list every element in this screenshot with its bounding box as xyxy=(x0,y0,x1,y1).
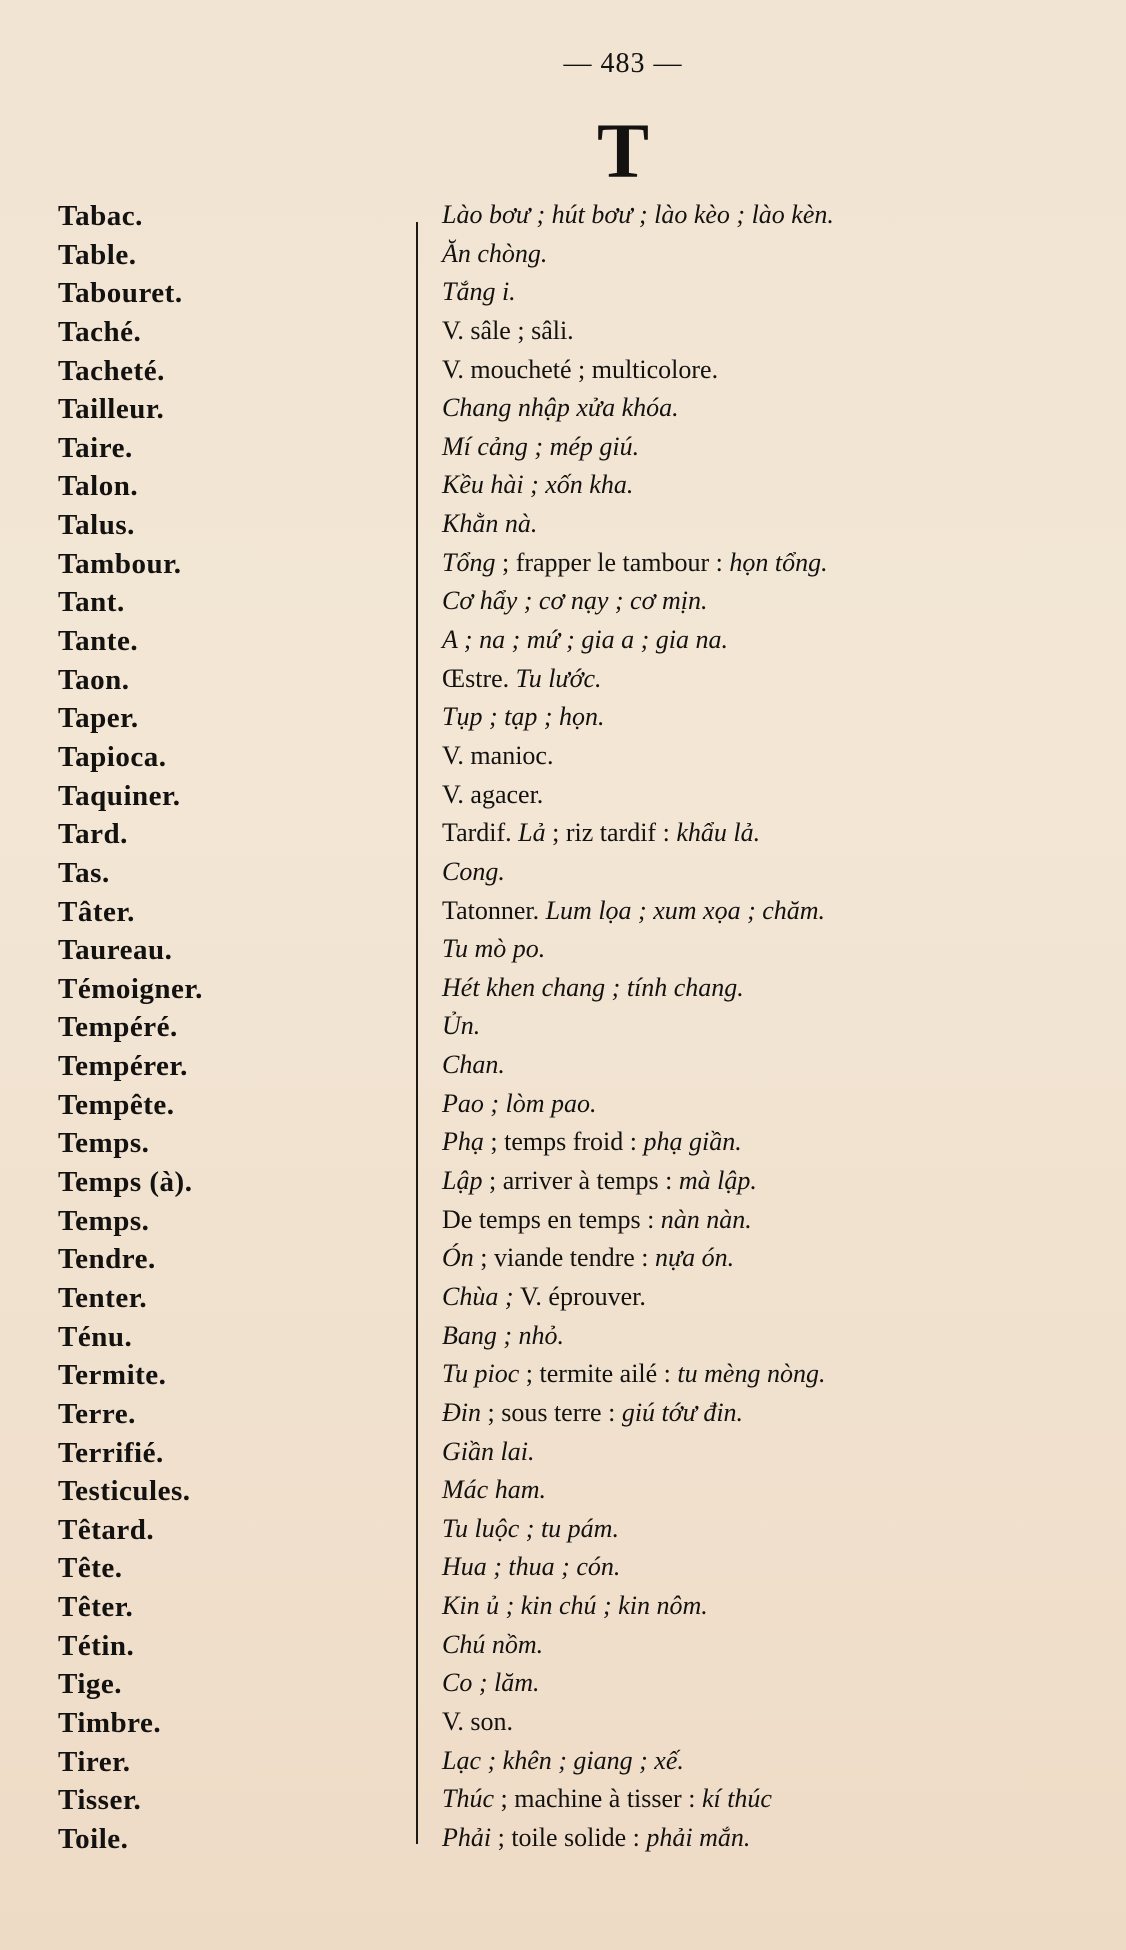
definition-local-text: Ăn chòng. xyxy=(442,238,548,268)
entry-definition xyxy=(442,393,679,423)
dictionary-entry xyxy=(0,1746,1126,1785)
definition-local-text: Chú nồm. xyxy=(442,1629,544,1659)
entry-term: Ténu. xyxy=(58,1320,133,1353)
definition-french-text: Œstre. xyxy=(442,663,516,693)
entry-definition xyxy=(442,857,505,887)
dictionary-entry xyxy=(0,393,1126,432)
entry-definition xyxy=(442,1437,534,1467)
entry-term: Talon. xyxy=(58,470,139,503)
entry-definition xyxy=(442,934,545,964)
dictionary-entry xyxy=(0,1050,1126,1089)
definition-local-text: Mác ham. xyxy=(442,1475,546,1505)
entry-definition xyxy=(442,1707,513,1737)
dictionary-entry xyxy=(0,1591,1126,1630)
dictionary-entry xyxy=(0,702,1126,741)
entry-definition xyxy=(442,1746,684,1776)
definition-local-text: Chan. xyxy=(442,1050,505,1080)
definition-local-text: khẩu lả. xyxy=(676,818,761,848)
definition-local-text: Phạ xyxy=(442,1127,484,1157)
dictionary-entry xyxy=(0,548,1126,587)
entry-definition xyxy=(442,896,825,926)
entry-definition xyxy=(442,1475,546,1505)
definition-local-text: Đin xyxy=(442,1397,481,1427)
definition-local-text: Tắng i. xyxy=(442,277,516,307)
dictionary-entry xyxy=(0,1823,1126,1862)
definition-local-text: Tu lước. xyxy=(515,663,602,693)
dictionary-entry xyxy=(0,1243,1126,1282)
definition-local-text: Hét khen chang ; tính chang. xyxy=(442,972,744,1002)
dictionary-entry xyxy=(0,1127,1126,1166)
entry-definition xyxy=(442,1166,757,1196)
entry-definition xyxy=(442,239,547,269)
entry-definition xyxy=(442,1205,752,1235)
entry-term: Tailleur. xyxy=(58,393,165,426)
definition-local-text: mà lập. xyxy=(678,1166,757,1196)
entry-definition xyxy=(442,1243,734,1273)
dictionary-entry xyxy=(0,896,1126,935)
definition-french-text: ; viande tendre : xyxy=(473,1243,655,1273)
entry-term: Taureau. xyxy=(58,934,173,967)
entry-definition xyxy=(442,1127,742,1157)
definition-local-text: Kều hài ; xốn kha. xyxy=(442,470,634,500)
definition-french-text: V. agacer. xyxy=(442,779,544,809)
entry-term: Taché. xyxy=(58,315,142,348)
entry-definition xyxy=(442,1011,480,1041)
entry-definition xyxy=(442,548,828,578)
entry-term: Tant. xyxy=(58,586,125,619)
dictionary-entry xyxy=(0,625,1126,664)
definition-local-text: tu mèng nòng. xyxy=(677,1359,826,1389)
dictionary-entry xyxy=(0,1475,1126,1514)
definition-local-text: Tu mò po. xyxy=(442,934,546,964)
dictionary-entry xyxy=(0,1359,1126,1398)
entry-term: Toile. xyxy=(58,1822,129,1855)
entry-term: Temps. xyxy=(58,1127,150,1160)
definition-french-text: Tatonner. xyxy=(442,895,546,925)
entry-definition xyxy=(442,1398,743,1428)
entry-term: Tapioca. xyxy=(58,740,167,773)
entry-definition xyxy=(442,432,639,462)
definition-local-text: Giần lai. xyxy=(442,1436,535,1466)
entry-term: Termite. xyxy=(58,1359,167,1392)
entry-term: Testicules. xyxy=(58,1475,191,1508)
dictionary-entry xyxy=(0,1166,1126,1205)
definition-local-text: phạ giần. xyxy=(643,1127,742,1157)
entry-term: Tabac. xyxy=(58,200,143,232)
entry-definition xyxy=(442,1630,543,1660)
dictionary-entry xyxy=(0,857,1126,896)
entry-definition xyxy=(442,818,760,848)
definition-local-text: Phải xyxy=(442,1822,492,1852)
dictionary-entry xyxy=(0,1282,1126,1321)
dictionary-entry xyxy=(0,200,1126,239)
entry-term: Tacheté. xyxy=(58,354,165,387)
definition-local-text: Cong. xyxy=(442,856,505,886)
definition-local-text: Tu luộc ; tu pám. xyxy=(442,1513,619,1543)
dictionary-entry xyxy=(0,1205,1126,1244)
entry-term: Tendre. xyxy=(58,1243,156,1276)
entry-term: Tétin. xyxy=(58,1629,135,1662)
dictionary-entry xyxy=(0,239,1126,278)
entry-term: Tante. xyxy=(58,625,139,658)
definition-local-text: Cơ hẩy ; cơ nạy ; cơ mịn. xyxy=(442,586,708,616)
dictionary-entry xyxy=(0,586,1126,625)
dictionary-entry xyxy=(0,934,1126,973)
definition-french-text: V. sâle ; sâli. xyxy=(442,315,574,345)
entry-term: Tâter. xyxy=(58,895,135,928)
dictionary-entry xyxy=(0,1437,1126,1476)
entry-definition xyxy=(442,625,728,655)
definition-local-text: Lum lọa ; xum xọa ; chăm. xyxy=(545,895,826,925)
definition-french-text: Tardif. xyxy=(442,818,519,848)
entry-definition xyxy=(442,1050,505,1080)
entry-definition xyxy=(442,200,834,230)
entry-definition xyxy=(442,586,707,616)
entry-definition xyxy=(442,1591,708,1621)
definition-local-text: Khằn nà. xyxy=(442,509,538,539)
entry-term: Tempérer. xyxy=(58,1050,188,1083)
dictionary-entry xyxy=(0,509,1126,548)
entry-term: Timbre. xyxy=(58,1706,162,1739)
entry-term: Têter. xyxy=(58,1591,134,1624)
definition-french-text: V. manioc. xyxy=(442,740,554,770)
entry-definition xyxy=(442,1552,620,1582)
section-letter: T xyxy=(596,107,650,194)
entry-term: Taper. xyxy=(58,702,139,735)
definition-french-text: ; frapper le tambour : xyxy=(495,547,730,577)
dictionary-entry xyxy=(0,818,1126,857)
entry-term: Tisser. xyxy=(58,1784,142,1817)
entry-term: Talus. xyxy=(58,509,135,542)
definition-local-text: giú tớư đin. xyxy=(621,1397,744,1427)
entry-term: Tas. xyxy=(58,856,110,889)
definition-local-text: Bang ; nhỏ. xyxy=(442,1320,565,1350)
entry-definition xyxy=(442,702,605,732)
definition-french-text: V. éprouver. xyxy=(520,1281,646,1311)
entry-term: Taquiner. xyxy=(58,779,181,812)
dictionary-entry xyxy=(0,355,1126,394)
definition-local-text: Lào bơư ; hút bơư ; lào kèo ; lào kèn. xyxy=(442,200,834,229)
entry-term: Têtard. xyxy=(58,1513,155,1546)
entry-term: Tempéré. xyxy=(58,1011,178,1044)
dictionary-entry xyxy=(0,316,1126,355)
definition-local-text: Lạc ; khên ; giang ; xế. xyxy=(442,1745,684,1775)
entry-term: Temps (à). xyxy=(58,1166,193,1199)
definition-french-text: ; temps froid : xyxy=(483,1127,644,1157)
dictionary-entry xyxy=(0,973,1126,1012)
dictionary-entry xyxy=(0,1398,1126,1437)
entry-term: Tirer. xyxy=(58,1745,131,1778)
definition-local-text: Kin ủ ; kin chú ; kin nôm. xyxy=(442,1591,708,1621)
entry-term: Table. xyxy=(58,238,137,271)
definition-local-text: Chang nhập xửa khóa. xyxy=(442,393,679,423)
definition-local-text: Tụp ; tạp ; họn. xyxy=(442,702,605,732)
entry-term: Tige. xyxy=(58,1668,122,1701)
entry-definition xyxy=(442,509,537,539)
dictionary-entry xyxy=(0,1011,1126,1050)
definition-local-text: phải mắn. xyxy=(646,1822,751,1852)
entry-term: Tabouret. xyxy=(58,277,183,310)
definition-local-text: A ; na ; mứ ; gia a ; gia na. xyxy=(442,625,728,655)
dictionary-entries xyxy=(0,200,1126,1862)
definition-french-text: ; sous terre : xyxy=(481,1397,622,1427)
entry-definition xyxy=(442,355,718,385)
entry-term: Tenter. xyxy=(58,1281,148,1314)
entry-definition xyxy=(442,316,574,346)
entry-definition xyxy=(442,277,516,307)
page-number: — 483 — xyxy=(563,48,683,79)
entry-definition xyxy=(442,780,543,810)
entry-term: Taon. xyxy=(58,663,130,696)
entry-definition xyxy=(442,1668,540,1698)
definition-french-text: ; toile solide : xyxy=(491,1822,647,1852)
entry-term: Tempête. xyxy=(58,1088,175,1121)
definition-local-text: Hua ; thua ; cón. xyxy=(442,1552,621,1582)
dictionary-entry xyxy=(0,432,1126,471)
dictionary-entry xyxy=(0,1514,1126,1553)
definition-local-text: nàn nàn. xyxy=(660,1204,752,1234)
entry-definition xyxy=(442,664,602,694)
entry-definition xyxy=(442,1359,825,1389)
entry-term: Tard. xyxy=(58,818,128,851)
entry-definition xyxy=(442,1823,750,1853)
definition-french-text: V. son. xyxy=(442,1706,514,1736)
entry-term: Tête. xyxy=(58,1552,123,1585)
entry-term: Tambour. xyxy=(58,547,182,580)
definition-local-text: Mí cảng ; mép giú. xyxy=(442,431,640,461)
definition-local-text: Pao ; lòm pao. xyxy=(442,1088,597,1118)
definition-local-text: Tổng xyxy=(442,547,496,577)
entry-term: Terrifié. xyxy=(58,1436,164,1469)
definition-local-text: Tu pioc xyxy=(442,1359,520,1389)
definition-french-text: V. moucheté ; multicolore. xyxy=(442,354,719,384)
definition-local-text: nựa ón. xyxy=(655,1243,735,1273)
dictionary-entry xyxy=(0,1089,1126,1128)
dictionary-entry xyxy=(0,1668,1126,1707)
entry-definition xyxy=(442,1514,619,1544)
dictionary-entry xyxy=(0,277,1126,316)
definition-local-text: Ủn. xyxy=(442,1011,481,1041)
definition-french-text: ; arriver à temps : xyxy=(482,1166,679,1196)
entry-definition xyxy=(442,741,553,771)
entry-definition xyxy=(442,1089,597,1119)
entry-definition xyxy=(442,1784,772,1814)
entry-definition xyxy=(442,1321,564,1351)
definition-french-text: ; termite ailé : xyxy=(519,1359,678,1389)
definition-local-text: kí thúc xyxy=(701,1784,772,1814)
dictionary-entry xyxy=(0,1784,1126,1823)
dictionary-entry xyxy=(0,1321,1126,1360)
definition-local-text: Ón xyxy=(442,1243,474,1273)
dictionary-entry xyxy=(0,664,1126,703)
dictionary-entry xyxy=(0,1552,1126,1591)
dictionary-entry xyxy=(0,780,1126,819)
dictionary-entry xyxy=(0,741,1126,780)
entry-term: Temps. xyxy=(58,1204,150,1237)
definition-local-text: Lả xyxy=(518,818,546,848)
entry-definition xyxy=(442,470,633,500)
definition-french-text: De temps en temps : xyxy=(442,1204,661,1234)
dictionary-entry xyxy=(0,1630,1126,1669)
definition-french-text: ; machine à tisser : xyxy=(494,1784,702,1814)
definition-french-text: ; riz tardif : xyxy=(545,818,677,848)
dictionary-entry xyxy=(0,470,1126,509)
definition-local-text: họn tổng. xyxy=(729,547,828,577)
entry-definition xyxy=(442,1282,646,1312)
entry-term: Témoigner. xyxy=(58,972,203,1005)
entry-term: Terre. xyxy=(58,1397,136,1430)
definition-local-text: Thúc xyxy=(442,1784,494,1814)
definition-local-text: Lập xyxy=(442,1166,483,1196)
definition-local-text: Co ; lăm. xyxy=(442,1668,540,1698)
dictionary-entry xyxy=(0,1707,1126,1746)
entry-term: Taire. xyxy=(58,431,133,464)
entry-definition xyxy=(442,973,744,1003)
definition-local-text: Chùa ; xyxy=(442,1281,520,1311)
